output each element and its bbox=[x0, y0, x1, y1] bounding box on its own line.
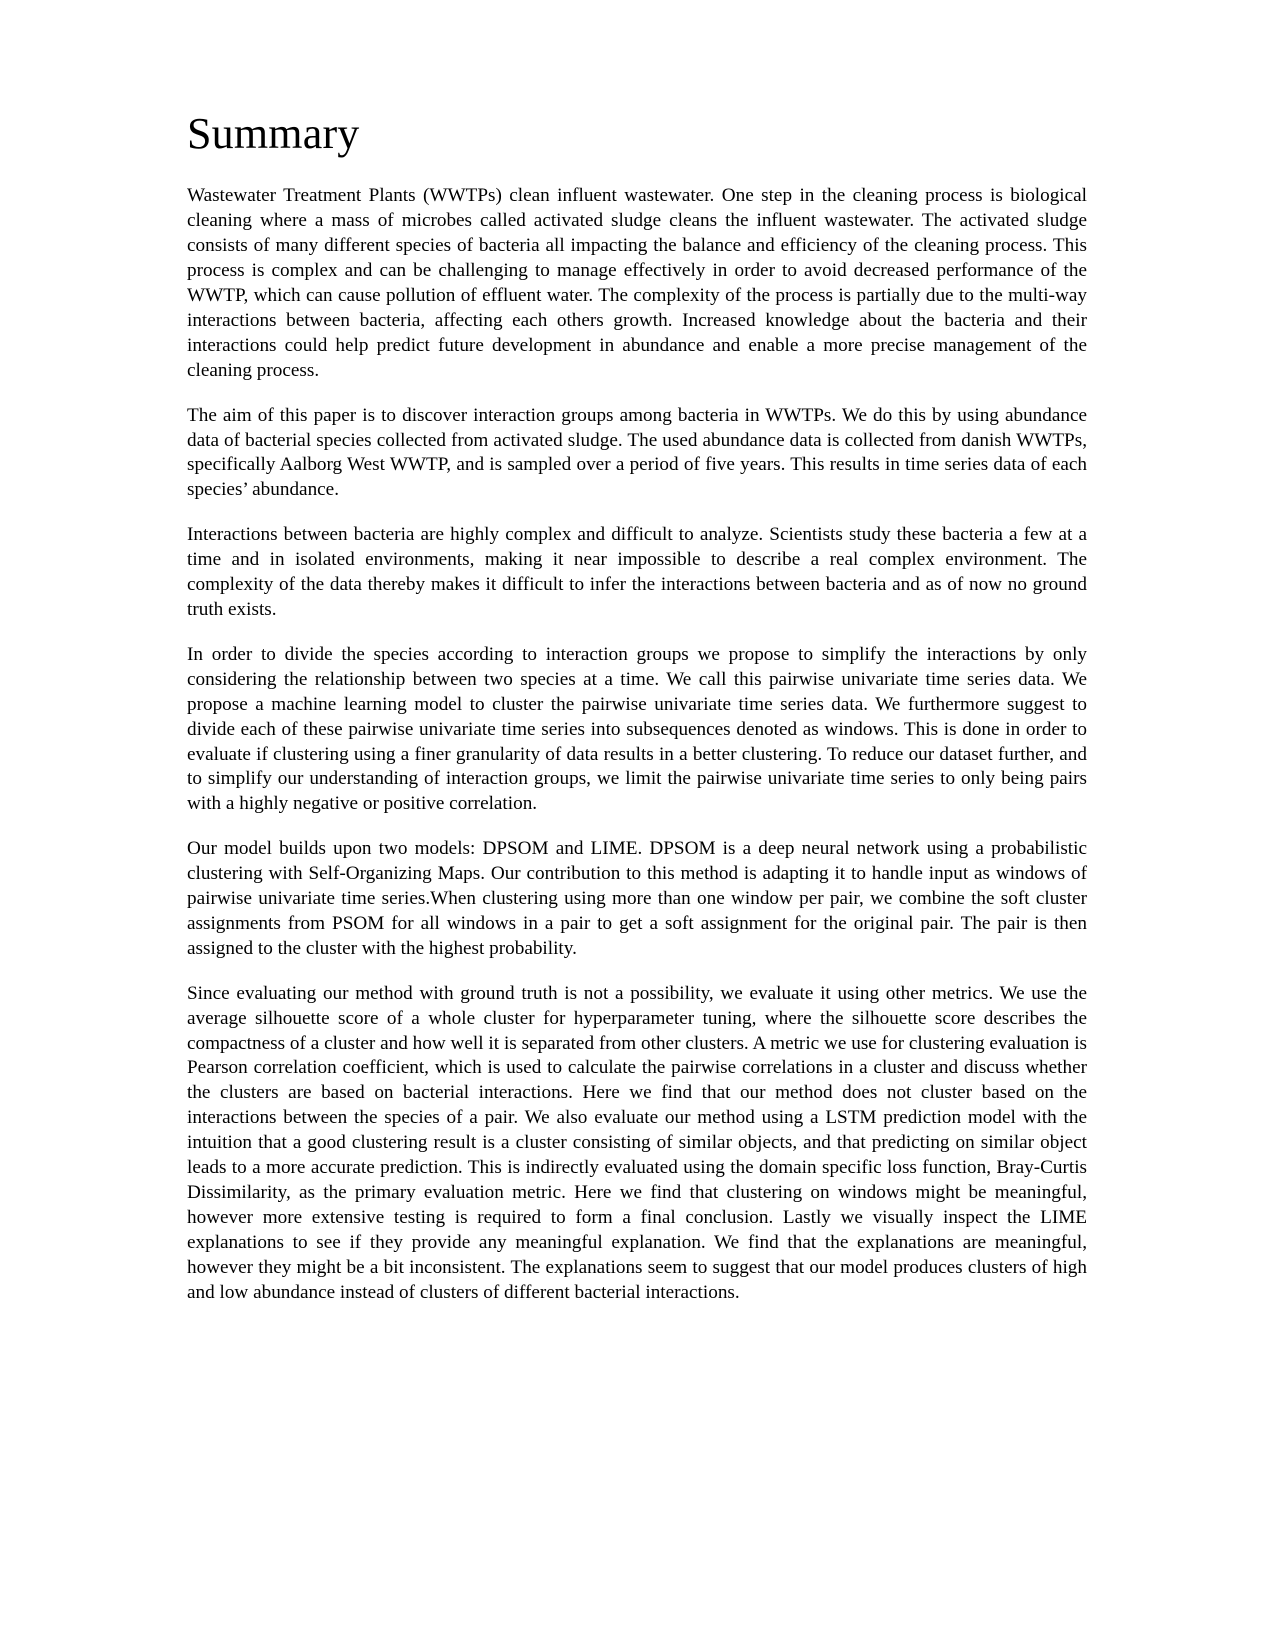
paragraph-evaluation: Since evaluating our method with ground truth is not a possibility, we evaluate it using other metrics. We use the average silhouette score of a whole cluster for hyperparameter tuning, where the silhouette score describes the compactness of a cluster and how well it is separated from other clusters. A metric we use for clustering evaluation is Pearson correlation coefficient, which is used to calculate the pairwise correlations in a cluster and discuss whether the clusters are based on bacterial interactions. Here we find that our method does not cluster based on the interactions between the species of a pair. We also evaluate our method using a LSTM prediction model with the intuition that a good clustering result is a cluster consisting of similar objects, and that predicting on similar object leads to a more accurate prediction. This is indirectly evaluated using the domain specific loss function, Bray-Curtis Dissimilarity, as the primary evaluation metric. Here we find that clustering on windows might be meaningful, however more extensive testing is required to form a final conclusion. Lastly we visually inspect the LIME explanations to see if they provide any meaningful explanation. We find that the explanations are meaningful, however they might be a bit inconsistent. The explanations seem to suggest that our model produces clusters of high and low abundance instead of clusters of different bacterial interactions. bbox=[187, 982, 1087, 1303]
page-title: Summary bbox=[187, 109, 360, 158]
paragraph-model: Our model builds upon two models: DPSOM and LIME. DPSOM is a deep neural network using a probabilistic clustering with Self-Organizing Maps. Our contribution to this method is adapting it to handle input as windows of pairwise univariate time series.When clustering using more than one window per pair, we combine the soft cluster assignments from PSOM for all windows in a pair to get a soft assignment for the original pair. The pair is then assigned to the cluster with the highest probability. bbox=[187, 838, 1087, 959]
paragraph-approach: In order to divide the species according to interaction groups we propose to simplify the interactions by only considering the relationship between two species at a time. We call this pairwise univariate time series data. We propose a machine learning model to cluster the pairwise univariate time series data. We furthermore suggest to divide each of these pairwise univariate time series into subsequences denoted as windows. This is done in order to evaluate if clustering using a finer granularity of data results in a better clustering. To reduce our dataset further, and to simplify our understanding of interaction groups, we limit the pairwise univariate time series to only being pairs with a highly negative or positive correlation. bbox=[187, 643, 1087, 815]
paragraph-interactions: Interactions between bacteria are highly complex and difficult to analyze. Scientists study these bacteria a few at a time and in isolated environments, making it near impossible to describe a real complex environment. The complexity of the data thereby makes it difficult to infer the interactions between bacteria and as of now no ground truth exists. bbox=[187, 524, 1087, 620]
paragraph-aim: The aim of this paper is to discover interaction groups among bacteria in WWTPs. We do this by using abundance data of bacterial species collected from activated sludge. The used abundance data is collected from danish WWTPs, specifically Aalborg West WWTP, and is sampled over a period of five years. This results in time series data of each species’ abundance. bbox=[187, 404, 1087, 501]
paragraph-intro: Wastewater Treatment Plants (WWTPs) clean influent wastewater. One step in the cleaning process is biological cleaning where a mass of microbes called activated sludge cleans the influent wastewater. The activated sludge consists of many different species of bacteria all impacting the balance and efficiency of the cleaning process. This process is complex and can be challenging to manage effectively in order to avoid decreased performance of the WWTP, which can cause pollution of effluent water. The complexity of the process is partially due to the multi-way interactions between bacteria, affecting each others growth. Increased knowledge about the bacteria and their interactions could help predict future development in abundance and enable a more precise management of the cleaning process. bbox=[187, 185, 1087, 381]
document-page bbox=[187, 110, 1087, 1326]
